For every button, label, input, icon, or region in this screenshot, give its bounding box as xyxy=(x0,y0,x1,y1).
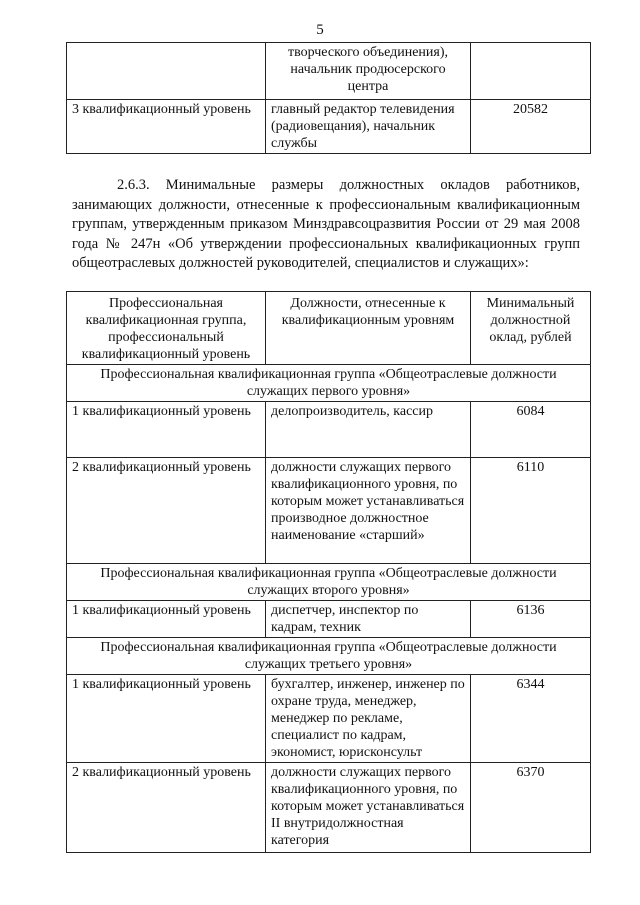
group-title: Профессиональная квалификационная группа «Общеотраслевые должности служащих третьего уровня» xyxy=(67,638,591,675)
level-cell: 1 квалификационный уровень xyxy=(67,675,266,763)
salary-cell: 6110 xyxy=(471,458,591,564)
table-row xyxy=(67,601,591,638)
top-table xyxy=(66,42,591,154)
header-group: Профессиональная квалификационная группа, профессиональный квалификационный уровень xyxy=(67,292,266,365)
group-title-row xyxy=(67,564,591,601)
section-paragraph: 2.6.3. Минимальные размеры должностных окладов работников, занимающих должности, отнесенные к профессиональным квалификационным группам, утвержденным приказом Минздравсоцразвития России от 29 мая 2008 года № 247н «Об утверждении профессиональных квалификационных групп общеотраслевых должностей руководителей, специалистов и служащих»: xyxy=(72,177,580,271)
table-row xyxy=(67,458,591,564)
group-title: Профессиональная квалификационная группа «Общеотраслевые должности служащих второго уровня» xyxy=(67,564,591,601)
salary-cell: 6370 xyxy=(471,763,591,853)
positions-cell: творческого объединения), начальник продюсерского центра xyxy=(266,43,471,100)
level-cell: 1 квалификационный уровень xyxy=(67,402,266,458)
table-row xyxy=(67,675,591,763)
level-cell: 3 квалификационный уровень xyxy=(67,100,266,154)
header-salary: Минимальный должностной оклад, рублей xyxy=(471,292,591,365)
table-row xyxy=(67,43,591,100)
salary-cell: 6084 xyxy=(471,402,591,458)
salary-cell xyxy=(471,43,591,100)
positions-cell: должности служащих первого квалификационного уровня, по которым может устанавливаться II внутридолжностная категория xyxy=(266,763,471,853)
positions-cell: бухгалтер, инженер, инженер по охране труда, менеджер, менеджер по рекламе, специалист по кадрам, экономист, юрисконсульт xyxy=(266,675,471,763)
level-cell: 1 квалификационный уровень xyxy=(67,601,266,638)
group-title: Профессиональная квалификационная группа «Общеотраслевые должности служащих первого уровня» xyxy=(67,365,591,402)
positions-cell: должности служащих первого квалификационного уровня, по которым может устанавливаться производное должностное наименование «старший» xyxy=(266,458,471,564)
table-row xyxy=(67,763,591,853)
page-number: 5 xyxy=(316,22,324,38)
table-row xyxy=(67,100,591,154)
salary-table xyxy=(66,291,591,853)
positions-cell: главный редактор телевидения (радиовещания), начальник службы xyxy=(266,100,471,154)
level-cell xyxy=(67,43,266,100)
level-cell: 2 квалификационный уровень xyxy=(67,763,266,853)
header-row xyxy=(67,292,591,365)
positions-cell: делопроизводитель, кассир xyxy=(266,402,471,458)
group-title-row xyxy=(67,638,591,675)
header-positions: Должности, отнесенные к квалификационным уровням xyxy=(266,292,471,365)
table-row xyxy=(67,402,591,458)
salary-cell: 20582 xyxy=(471,100,591,154)
salary-cell: 6136 xyxy=(471,601,591,638)
salary-cell: 6344 xyxy=(471,675,591,763)
group-title-row xyxy=(67,365,591,402)
level-cell: 2 квалификационный уровень xyxy=(67,458,266,564)
positions-cell: диспетчер, инспектор по кадрам, техник xyxy=(266,601,471,638)
